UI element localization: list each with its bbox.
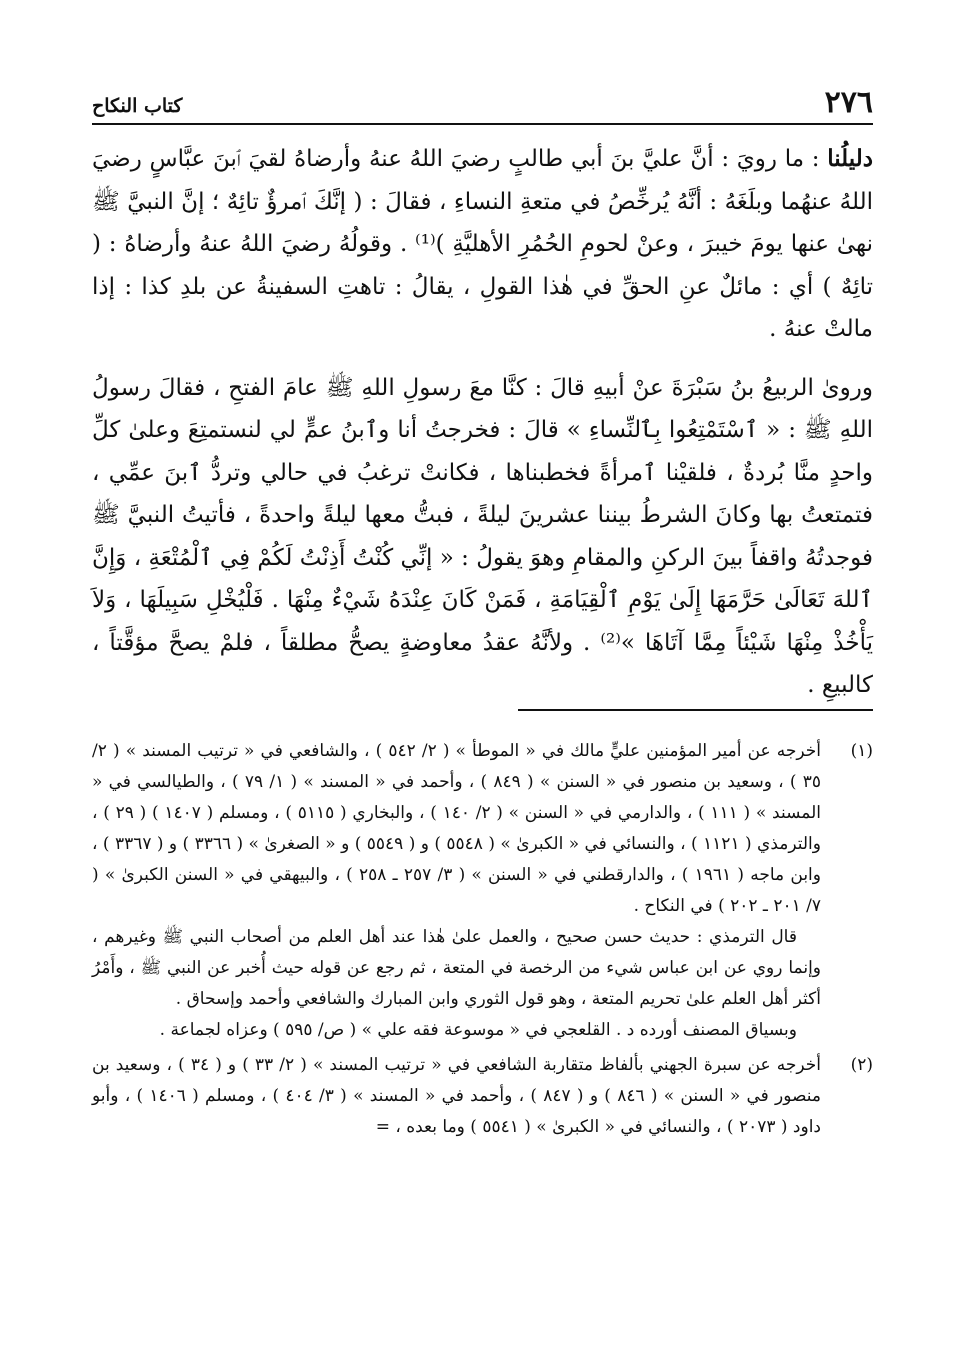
footnote-continuation: وبسياق المصنف أورده د . القلعجي في « موسوعة فقه علي » ( ص/ ٥٩٥ ) وعزاه لجماعة .: [159, 1020, 797, 1040]
footnote-body: [92, 1050, 821, 1143]
page-number: ٢٧٦: [824, 85, 873, 120]
paragraph-evidence: [92, 138, 873, 351]
main-text: [92, 138, 873, 707]
footnote-number: (١): [850, 741, 873, 761]
footnote-1: [92, 736, 873, 1046]
footnote-2: [92, 1050, 873, 1143]
paragraph-lead-word: دليلُنا: [827, 145, 873, 172]
footnote-text: أخرجه عن سبرة الجهني بألفاظ متقاربة الشافعي في « ترتيب المسند » ( ٢/ ٣٣ ) و ( ٣٤ ) ، وسعيد بن منصور في « السنن » ( ٨٤٦ ) و ( ٨٤٧ ) ، وأحمد في « المسند » ( ٣/ ٤٠٤ ) ، ومسلم ( ١٤٠٦ ) ، وأبو داود ( ٢٠٧٣ ) ، والنسائي في « الكبرىٰ » ( ٥٥٤١ ) وما بعده ، =: [92, 1055, 822, 1137]
footnotes: [92, 736, 873, 1143]
header-rule: [92, 123, 873, 125]
footnote-continuation: قال الترمذي : حديث حسن صحيح ، والعمل علىٰ هٰذا عند أهل العلم من أصحاب النبي ﷺ وغيرهم ، وإنما روي عن ابن عباس شيء من الرخصة في المتعة ، ثم رجع عن قوله حيث أُخبر عن النبي ﷺ ، وأَمْرُ أكثر أهل العلم علىٰ تحريم المتعة ، وهو قول الثوري وابن المبارك والشافعي وأحمد وإسحاق .: [92, 927, 821, 1009]
footnote-text: أخرجه عن أمير المؤمنين عليٍّ مالك في « الموطأ » ( ٢/ ٥٤٢ ) ، والشافعي في « ترتيب المسند » ( ٢/ ٣٥ ) ، وسعيد بن منصور في « السنن » ( ٨٤٩ ) ، وأحمد في « المسند » ( ١/ ٧٩ ) ، والطيالسي في « المسند » ( ١١١ ) ، والدارمي في « السنن » ( ٢/ ١٤٠ ) ، والبخاري ( ٥١١٥ ) ، ومسلم ( ١٤٠٧ ) ( ٢٩ ) ، والترمذي ( ١١٢١ ) ، والنسائي في « الكبرىٰ » ( ٥٥٤٨ ) و ( ٥٥٤٩ ) و « الصغرىٰ » ( ٣٣٦٦ ) و ( ٣٣٦٧ ) ، وابن ماجه ( ١٩٦١ ) ، والدارقطني في « السنن » ( ٣/ ٢٥٧ ـ ٢٥٨ ) ، والبيهقي في « السنن الكبرىٰ » ( ٧/ ٢٠١ ـ ٢٠٢ ) في النكاح .: [92, 741, 822, 916]
page-header: [92, 82, 873, 120]
running-title: كتاب النكاح: [92, 95, 183, 117]
footnote-body: [92, 736, 821, 1046]
paragraph-narration: وروىٰ الربيعُ بنُ سَبْرَةَ عنْ أبيهِ قالَ : كنَّا معَ رسولِ اللهِ ﷺ عامَ الفتحِ ، فقالَ رسولُ اللهِ ﷺ : « ٱسْتَمْتِعُوا بِٱلنِّساءِ » قالَ : فخرجتُ أنا وٱبنُ عمٍّ لي لنستمتِعَ وعلىٰ كلِّ واحدٍ منَّا بُردةٌ ، فلقيْنا ٱمرأةً فخطبناها ، فكانتْ ترغبُ في حالي وتردُّ ٱبنَ عمِّي ، فتمتعتُ بها وكانَ الشرطُ بيننا عشرينَ ليلةً ، فبتُّ معها ليلةً واحدةً ، فأتيتُ النبيَّ ﷺ فوجدتُهُ واقفاً بينَ الركنِ والمقامِ وهوَ يقولُ : « إنِّي كُنْتُ أَذِنْتُ لَكُمْ فِي ٱلْمُتْعَةِ ، وَإِنَّ ٱللهَ تَعَالَىٰ حَرَّمَهَا إِلَىٰ يَوْمِ ٱلْقِيَامَةِ ، فَمَنْ كَانَ عِنْدَهُ شَيْءٌ مِنْهَا . فَلْيُخْلِ سَبِيلَهَا ، وَلاَ يَأْخُذْ مِنْهَا شَيْئاً مِمَّا آتَاهَا »⁽²⁾ . ولأنَّهُ عقدُ معاوضةٍ يصحُّ مطلقاً ، فلمْ يصحَّ مؤقَّتاً ، كالبيعِ .: [92, 374, 873, 698]
footnote-separator: [518, 709, 873, 711]
footnote-number: (٢): [850, 1055, 873, 1075]
paragraph-text: : ما رويَ : أنَّ عليَّ بنَ أبي طالبٍ رضيَ اللهُ عنهُ وأرضاهُ لقيَ ٱبنَ عبَّاسٍ رضيَ اللهُ عنهُما وبلَغَهُ : أنَّهُ يُرخِّصُ في متعةِ النساءِ ، فقالَ : ( إنَّكَ ٱمرؤٌ تائِهٌ ؛ إنَّ النبيَّ ﷺ نهىٰ عنها يومَ خيبرَ ، وعنْ لحومِ الحُمُرِ الأهليَّةِ )⁽¹⁾ . وقولُهُ رضيَ اللهُ عنهُ وأرضاهُ : ( تائِهٌ ) أي : مائلٌ عنِ الحقِّ في هٰذا القولِ ، يقالُ : تاهتِ السفينةُ عن بلدِ كذا : إذا مالتْ عنهُ .: [92, 146, 873, 342]
